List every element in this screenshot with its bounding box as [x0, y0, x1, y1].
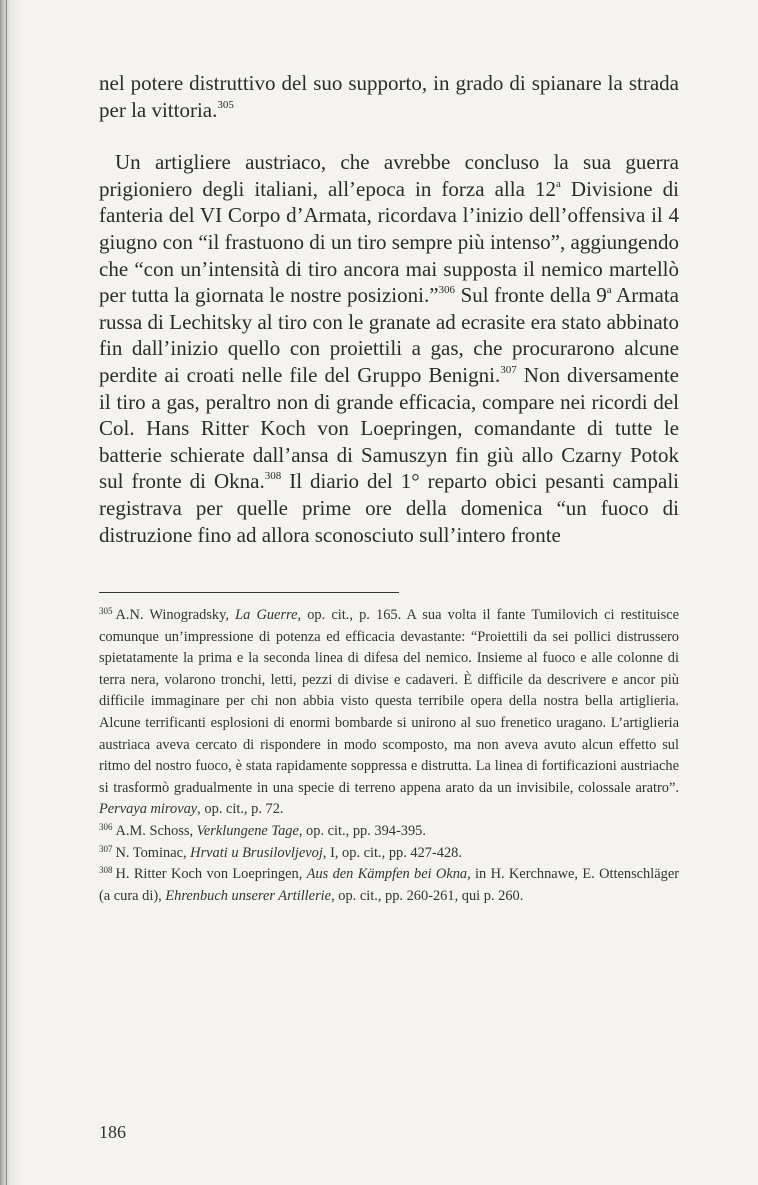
ordinal-superscript: a [606, 284, 612, 297]
footnote-number: 306 [99, 822, 113, 833]
paragraph-text: Sul fronte della 9 [455, 283, 607, 308]
footnote-ref: 305 [217, 98, 234, 111]
footnote-307 [99, 843, 679, 865]
paragraph-text: nel potere distruttivo del suo supporto, in grado di spianare la strada per la vittoria. [99, 71, 679, 122]
paragraph-main [99, 149, 679, 548]
footnote-305 [99, 605, 679, 821]
footnote-title: La Guerre [235, 607, 298, 624]
footnote-number: 307 [99, 843, 113, 854]
book-page [99, 70, 679, 907]
footnote-text: , I, op. cit., pp. 427-428. [322, 844, 462, 861]
footnote-text: , op. cit., p. 72. [197, 801, 284, 818]
footnote-title: Ehrenbuch unserer Artillerie [165, 887, 332, 904]
footnote-text: A.M. Schoss, [115, 823, 197, 840]
footnote-text: N. Tominac, [115, 844, 191, 861]
footnote-number: 305 [99, 606, 113, 617]
footnote-number: 308 [99, 865, 113, 876]
footnote-separator [99, 592, 399, 593]
paragraph-text: Non diversamente il tiro a gas, peraltro non di grande efficacia, compare nei ricordi del Col. Hans Ritter Koch von Loepringen, comandante di tutte le batterie schierate dall’ansa di Samuszyn fin giù allo Czarny Potok sul fronte di Okna. [99, 362, 679, 494]
footnote-306 [99, 821, 679, 843]
footnote-ref: 307 [500, 363, 517, 376]
paragraph-text: Divisione di fanteria del VI Corpo d’Armata, ricordava l’inizio dell’offensiva il 4 giugno con “il frastuono di un tiro sempre più intenso”, aggiungendo che “con un’intensità di tiro ancora mai supposta il nemico martellò per tutta la giornata le nostre posizioni.” [99, 176, 679, 308]
footnote-title: Pervaya mirovay [99, 801, 198, 818]
footnote-ref: 306 [438, 284, 456, 297]
book-binding-shadow [0, 0, 22, 1185]
footnote-title: Verklungene Tage [196, 823, 299, 840]
footnotes [99, 605, 679, 907]
paragraph-text: Il diario del 1° reparto obici pesanti campali registrava per quelle prime ore della domenica “un fuoco di distruzione fino ad allora sconosciuto sull’intero fronte [99, 469, 679, 547]
footnote-text: , in H. Kerchnawe, E. Ottenschläger (a cura di), [99, 866, 680, 904]
ordinal-superscript: a [555, 177, 561, 190]
paragraph-text: Un artigliere austriaco, che avrebbe concluso la sua guerra prigioniero degli italiani, all’epoca in forza alla 12 [99, 150, 679, 201]
paragraph-text: Armata russa di Lechitsky al tiro con le granate ad ecrasite era stato abbinato fin dall’inizio quello con proiettili a gas, che procurarono alcune perdite ai croati nelle file del Gruppo Benigni. [99, 283, 679, 387]
footnote-text: , op. cit., pp. 260-261, qui p. 260. [331, 887, 524, 904]
footnote-text: A.N. Winogradsky, [115, 607, 236, 624]
footnote-title: Aus den Kämpfen bei Okna [306, 866, 468, 883]
page-number: 186 [99, 1122, 126, 1142]
footnote-text: , op. cit., pp. 394-395. [298, 823, 426, 840]
footnote-ref: 308 [264, 470, 282, 483]
footnote-text: , op. cit., p. 165. A sua volta il fante Tumilovich ci restituisce comunque un’impressione di potenza ed efficacia devastante: “Proiettili da sei pollici distrussero spietatamente la prima e la seconda linea di difesa del nemico. Insieme al fuoco e alle colonne di terra nera, volarono tronchi, letti, pezzi di divise e cadaveri. È difficile da descrivere e ancor più difficile immaginare per chi non abbia visto questa terribile opera della nostra bella artiglieria. Alcune terrificanti esplosioni di enormi bombarde si unirono al suo frenetico uragano. L’artiglieria austriaca aveva cercato di rispondere in modo scomposto, ma non aveva avuto alcun effetto sul ritmo del nostro fuoco, è stata rapidamente soppressa e distrutta. La linea di fortificazioni austriache si trasformò gradualmente in una specie di terreno appena arato da un invisibile, colossale aratro”. [99, 607, 679, 796]
paragraph-continuation [99, 70, 679, 123]
footnote-text: H. Ritter Koch von Loepringen, [115, 866, 307, 883]
footnote-308 [99, 864, 679, 907]
footnote-title: Hrvati u Brusilovljevoj [190, 844, 323, 861]
